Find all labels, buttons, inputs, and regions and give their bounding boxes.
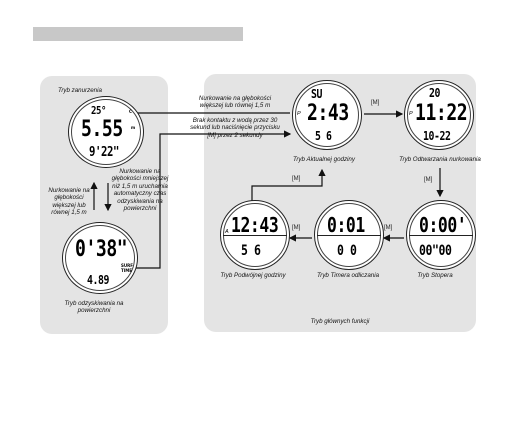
dive-temp: 25° — [91, 104, 107, 117]
dive-watch — [68, 96, 144, 168]
timer-mode-label: Tryb Timera odliczania — [316, 272, 380, 279]
recovery-time: 0'38" — [75, 237, 128, 262]
m-button-tag-2: [M] — [424, 177, 433, 183]
dual-main: 12:43 — [231, 213, 279, 237]
recall-main: 11:22 — [415, 101, 468, 126]
time-date: 5 6 — [315, 129, 332, 143]
time-main: 2:43 — [307, 101, 349, 126]
dive-mode-label: Tryb zanurzenia — [58, 87, 102, 94]
recall-pm-indicator: P — [409, 111, 413, 117]
dive-depth-unit: m — [131, 125, 136, 130]
timer-bottom: 0 0 — [337, 243, 357, 259]
time-pm-indicator: P — [297, 111, 301, 117]
recovery-watch — [62, 222, 138, 294]
recovery-bottom: 4.89 — [87, 273, 110, 287]
dive-temp-unit: C — [129, 109, 132, 114]
shallow-dive-note: Nurkowanie na głębokości mniejszej niż 1,5 m uruchamia automatyczny czas odzyskiwania na powierzchni — [111, 168, 169, 213]
main-functions-label: Tryb głównych funkcji — [310, 318, 370, 325]
dive-depth-left-note: Nurkowanie na głębokości większej lub równej 1,5 m — [48, 187, 90, 217]
stopwatch-watch — [406, 200, 476, 270]
stopwatch-bottom: 00"00 — [419, 243, 452, 259]
no-water-contact-note: Brak kontaktu z wodą przez 30 sekund lub naciśnięcie przycisku [M] przez 2 sekundy — [190, 117, 280, 139]
recovery-surf-label: SURF — [121, 263, 133, 268]
time-weekday: SU — [311, 87, 323, 101]
m-button-tag-3: [M] — [384, 225, 393, 231]
timer-main: 0:01 — [327, 213, 365, 237]
recovery-time-label: TIME — [121, 268, 132, 273]
dual-time-watch — [220, 200, 290, 270]
dive-recall-watch — [404, 80, 474, 150]
dive-time: 9'22" — [89, 145, 120, 160]
dual-time-mode-label: Tryb Podwójnej godziny — [220, 272, 286, 279]
m-button-tag-5: [M] — [292, 176, 301, 182]
recall-bottom: 10-22 — [423, 129, 451, 143]
current-time-mode-label: Tryb Aktualnej godziny — [293, 156, 355, 163]
dive-depth-note: Nurkowanie na głębokości większej lub równej 1,5 m — [198, 95, 272, 110]
dive-recall-mode-label: Tryb Odtwarzania nurkowania — [399, 156, 481, 163]
recovery-mode-label: Tryb odzyskiwania na powierzchni — [64, 300, 124, 315]
dive-depth: 5.55 — [81, 117, 123, 142]
timer-watch — [314, 200, 384, 270]
stopwatch-main: 0:00' — [419, 213, 467, 237]
m-button-tag-4: [M] — [292, 225, 301, 231]
dual-bottom: 5 6 — [241, 243, 261, 259]
current-time-watch — [292, 80, 362, 150]
stopwatch-mode-label: Tryb Stopera — [417, 272, 453, 279]
recall-top: 20 — [429, 86, 441, 100]
m-button-tag-1: [M] — [371, 100, 380, 106]
dual-am-indicator: A — [225, 229, 229, 235]
